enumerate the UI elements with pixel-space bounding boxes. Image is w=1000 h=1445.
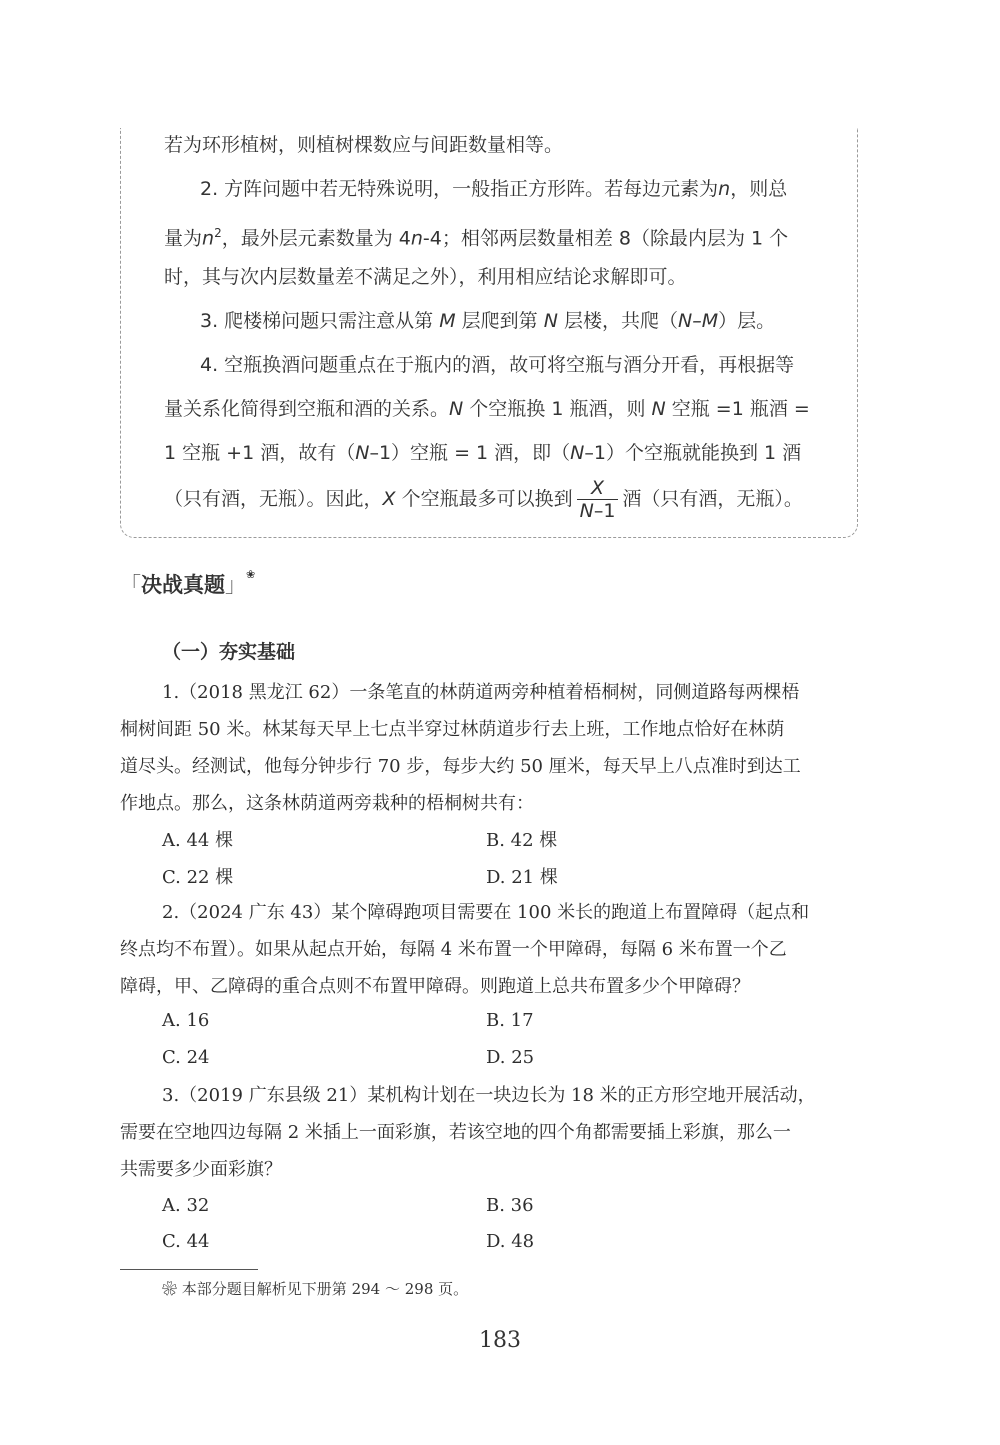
question-3-line-2: 需要在空地四边每隔 2 米插上一面彩旗，若该空地的四个角都需要插上彩旗，那么一 — [120, 1122, 791, 1143]
question-3-line-3: 共需要多少面彩旗？ — [120, 1159, 282, 1180]
q2-option-d: D. 25 — [486, 1047, 535, 1068]
section-title: 「决战真题」❀ — [120, 568, 256, 597]
q1-option-c: C. 22 棵 — [162, 867, 234, 888]
note-flower-icon: ❀ — [246, 568, 256, 581]
footnote-rule — [120, 1269, 258, 1270]
q3-option-a: A. 32 — [162, 1195, 210, 1216]
q3-option-b: B. 36 — [486, 1195, 534, 1216]
fraction: $\frac{X}{N-1}$ — [577, 477, 619, 522]
tip-line-6: 4. 空瓶换酒问题重点在于瓶内的酒，故可将空瓶与酒分开看，再根据等 — [200, 354, 795, 376]
tip-line-4: 时，其与次内层数量差不满足之外），利用相应结论求解即可。 — [164, 266, 687, 288]
q1-option-a: A. 44 棵 — [162, 830, 234, 851]
page-number: 183 — [479, 1328, 521, 1353]
q3-option-c: C. 44 — [162, 1231, 210, 1252]
tip-line-8: 1 空瓶 +1 酒，故有（N–1）空瓶 = 1 酒，即（N–1）个空瓶就能换到 1 酒 — [164, 442, 802, 464]
question-1-line-4: 作地点。那么，这条林荫道两旁栽种的梧桐树共有： — [120, 793, 534, 814]
footnote: ❀ 本部分题目解析见下册第 294 ～ 298 页。 — [162, 1280, 469, 1298]
tip-line-7: 量关系化简得到空瓶和酒的关系。N 个空瓶换 1 瓶酒，则 N 空瓶 =1 瓶酒 = — [164, 398, 810, 420]
question-1-line-1: 1.（2018 黑龙江 62）一条笔直的林荫道两旁种植着梧桐树，同侧道路每两棵梧 — [162, 682, 800, 703]
question-2-line-2: 终点均不布置）。如果从起点开始，每隔 4 米布置一个甲障碍，每隔 6 米布置一个乙 — [120, 939, 787, 960]
subsection-title: （一）夯实基础 — [162, 641, 296, 663]
question-1-line-3: 道尽头。经测试，他每分钟步行 70 步，每步大约 50 厘米，每天早上八点准时到达工 — [120, 756, 801, 777]
question-2-line-3: 障碍，甲、乙障碍的重合点则不布置甲障碍。则跑道上总共布置多少个甲障碍？ — [120, 976, 750, 997]
tip-line-3: 量为$n^2$，最外层元素数量为 4n-4；相邻两层数量相差 8（除最内层为 1 个 — [164, 226, 789, 250]
q2-option-c: C. 24 — [162, 1047, 210, 1068]
tip-line-2: 2. 方阵问题中若无特殊说明，一般指正方形阵。若每边元素为n，则总 — [200, 178, 788, 200]
q1-option-b: B. 42 棵 — [486, 830, 558, 851]
question-3-line-1: 3.（2019 广东县级 21）某机构计划在一块边长为 18 米的正方形空地开展活动， — [162, 1085, 816, 1106]
q3-option-d: D. 48 — [486, 1231, 535, 1252]
q1-option-d: D. 21 棵 — [486, 867, 558, 888]
tip-line-5: 3. 爬楼梯问题只需注意从第 M 层爬到第 N 层楼，共爬（N–M）层。 — [200, 310, 776, 332]
q2-option-b: B. 17 — [486, 1010, 534, 1031]
question-1-line-2: 桐树间距 50 米。林某每天早上七点半穿过林荫道步行去上班，工作地点恰好在林荫 — [120, 719, 785, 740]
section-title-text: 决战真题 — [141, 573, 225, 597]
tip-line-9: （只有酒，无瓶）。因此，X 个空瓶最多可以换到 $\frac{X}{N-1}$ 酒（只有酒，无瓶）。 — [164, 477, 803, 522]
question-2-line-1: 2.（2024 广东 43）某个障碍跑项目需要在 100 米长的跑道上布置障碍（起点和 — [162, 902, 810, 923]
q2-option-a: A. 16 — [162, 1010, 210, 1031]
tip-line-1: 若为环形植树，则植树棵数应与间距数量相等。 — [164, 134, 564, 156]
footnote-flower-icon: ❀ — [162, 1280, 178, 1298]
